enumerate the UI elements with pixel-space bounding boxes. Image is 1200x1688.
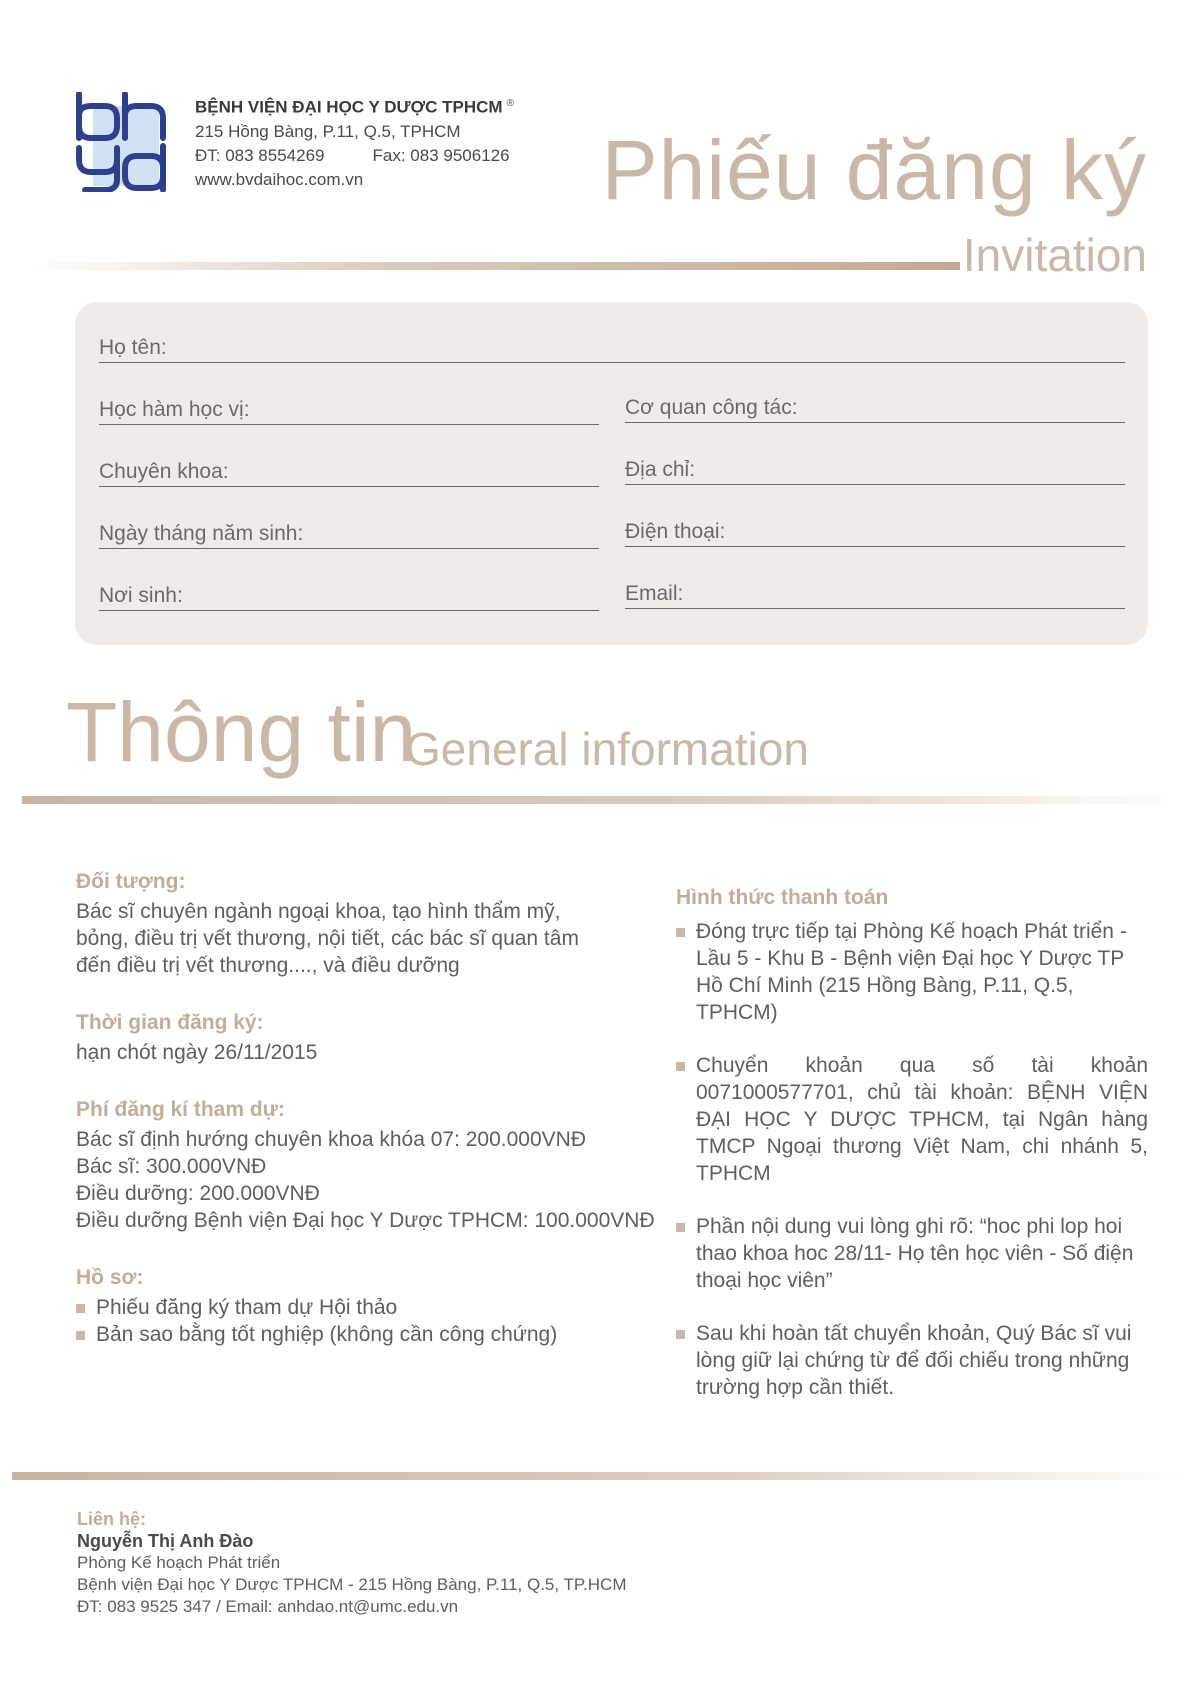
email-field[interactable] xyxy=(625,574,1125,609)
birthdate-field[interactable] xyxy=(99,514,599,549)
deadline-heading: Thời gian đăng ký: xyxy=(76,1011,264,1034)
payment-heading: Hình thức thanh toán xyxy=(676,886,889,909)
contact-address: Bệnh viện Đại học Y Dược TPHCM - 215 Hồng Bàng, P.11, Q.5, TP.HCM xyxy=(77,1575,627,1594)
contact-phone-email: ĐT: 083 9525 347 / Email: anhdao.nt@umc.edu.vn xyxy=(77,1597,459,1616)
specialty-field[interactable] xyxy=(99,452,599,487)
footer-divider xyxy=(12,1472,1188,1480)
org-phone: ĐT: 083 8554269 xyxy=(195,145,325,165)
documents-heading: Hồ sơ: xyxy=(76,1266,144,1289)
contact-name: Nguyễn Thị Anh Đào xyxy=(77,1531,254,1551)
org-fax: Fax: 083 9506126 xyxy=(372,145,510,165)
fee-item: Điều dưỡng Bệnh viện Đại học Y Dược TPHCM: 100.000VNĐ xyxy=(76,1209,655,1232)
info-left-column xyxy=(76,868,676,1378)
degree-field[interactable] xyxy=(99,390,599,425)
payment-item: Chuyển khoản qua số tài khoản 0071000577701, chủ tài khoản: BỆNH VIỆN ĐẠI HỌC Y DƯỢC TPHCM, tại Ngân hàng TMCP Ngoại thương Việt Nam, chi nhánh 5, TPHCM xyxy=(676,1052,1148,1187)
payment-item: Phần nội dung vui lòng ghi rõ: “hoc phi lop hoi thao khoa hoc 28/11- Họ tên học viên - Số điện thoại học viên” xyxy=(676,1213,1148,1294)
phone-label: Điện thoại: xyxy=(625,520,726,543)
page-subtitle: Invitation xyxy=(962,229,1147,281)
full-name-label: Họ tên: xyxy=(99,336,167,359)
birthplace-field[interactable] xyxy=(99,576,599,611)
organization-info xyxy=(195,92,514,192)
phone-field[interactable] xyxy=(625,512,1125,547)
contact-info xyxy=(77,1508,627,1618)
address-field[interactable] xyxy=(625,450,1125,485)
registered-mark: ® xyxy=(506,98,514,109)
contact-department: Phòng Kế hoạch Phát triển xyxy=(77,1553,281,1572)
fee-heading: Phí đăng kí tham dự: xyxy=(76,1098,285,1121)
payment-item: Sau khi hoàn tất chuyển khoản, Quý Bác sĩ vui lòng giữ lại chứng từ để đối chiếu trong những trường hợp cần thiết. xyxy=(676,1320,1148,1401)
header-divider xyxy=(30,262,960,270)
info-subtitle: General information xyxy=(405,723,809,775)
target-text: Bác sĩ chuyên ngành ngoại khoa, tạo hình thẩm mỹ, bỏng, điều trị vết thương, nội tiết, các bác sĩ quan tâm đến điều trị vết thương...., và điều dưỡng xyxy=(76,900,579,977)
address-label: Địa chỉ: xyxy=(625,458,696,481)
deadline-text: hạn chót ngày 26/11/2015 xyxy=(76,1041,318,1064)
birthdate-label: Ngày tháng năm sinh: xyxy=(99,522,304,545)
registration-form xyxy=(75,302,1148,645)
fee-item: Bác sĩ định hướng chuyên khoa khóa 07: 200.000VNĐ xyxy=(76,1128,586,1151)
fee-item: Điều dưỡng: 200.000VNĐ xyxy=(76,1182,320,1205)
document-item: Phiếu đăng ký tham dự Hội thảo xyxy=(76,1294,676,1321)
email-label: Email: xyxy=(625,582,684,605)
full-name-field[interactable] xyxy=(99,328,1125,363)
contact-heading: Liên hệ: xyxy=(77,1509,147,1529)
degree-label: Học hàm học vị: xyxy=(99,398,250,421)
hospital-logo xyxy=(75,92,175,192)
org-website[interactable]: www.bvdaihoc.com.vn xyxy=(195,169,364,189)
workplace-label: Cơ quan công tác: xyxy=(625,396,798,419)
info-title: Thông tin xyxy=(66,685,417,779)
org-name: BỆNH VIỆN ĐẠI HỌC Y DƯỢC TPHCM xyxy=(195,97,503,117)
payment-item: Đóng trực tiếp tại Phòng Kế hoạch Phát triển - Lầu 5 - Khu B - Bệnh viện Đại học Y Dược TP Hồ Chí Minh (215 Hồng Bàng, P.11, Q.5, TPHCM) xyxy=(676,918,1148,1026)
org-address: 215 Hồng Bàng, P.11, Q.5, TPHCM xyxy=(195,121,461,141)
fee-item: Bác sĩ: 300.000VNĐ xyxy=(76,1155,267,1178)
target-heading: Đối tượng: xyxy=(76,870,186,893)
workplace-field[interactable] xyxy=(625,388,1125,423)
document-item: Bản sao bằng tốt nghiệp (không cần công chứng) xyxy=(76,1321,676,1348)
specialty-label: Chuyên khoa: xyxy=(99,460,229,483)
page-title: Phiếu đăng ký xyxy=(601,123,1147,217)
info-right-column xyxy=(676,884,1148,1427)
birthplace-label: Nơi sinh: xyxy=(99,584,183,607)
info-divider xyxy=(22,796,1178,804)
